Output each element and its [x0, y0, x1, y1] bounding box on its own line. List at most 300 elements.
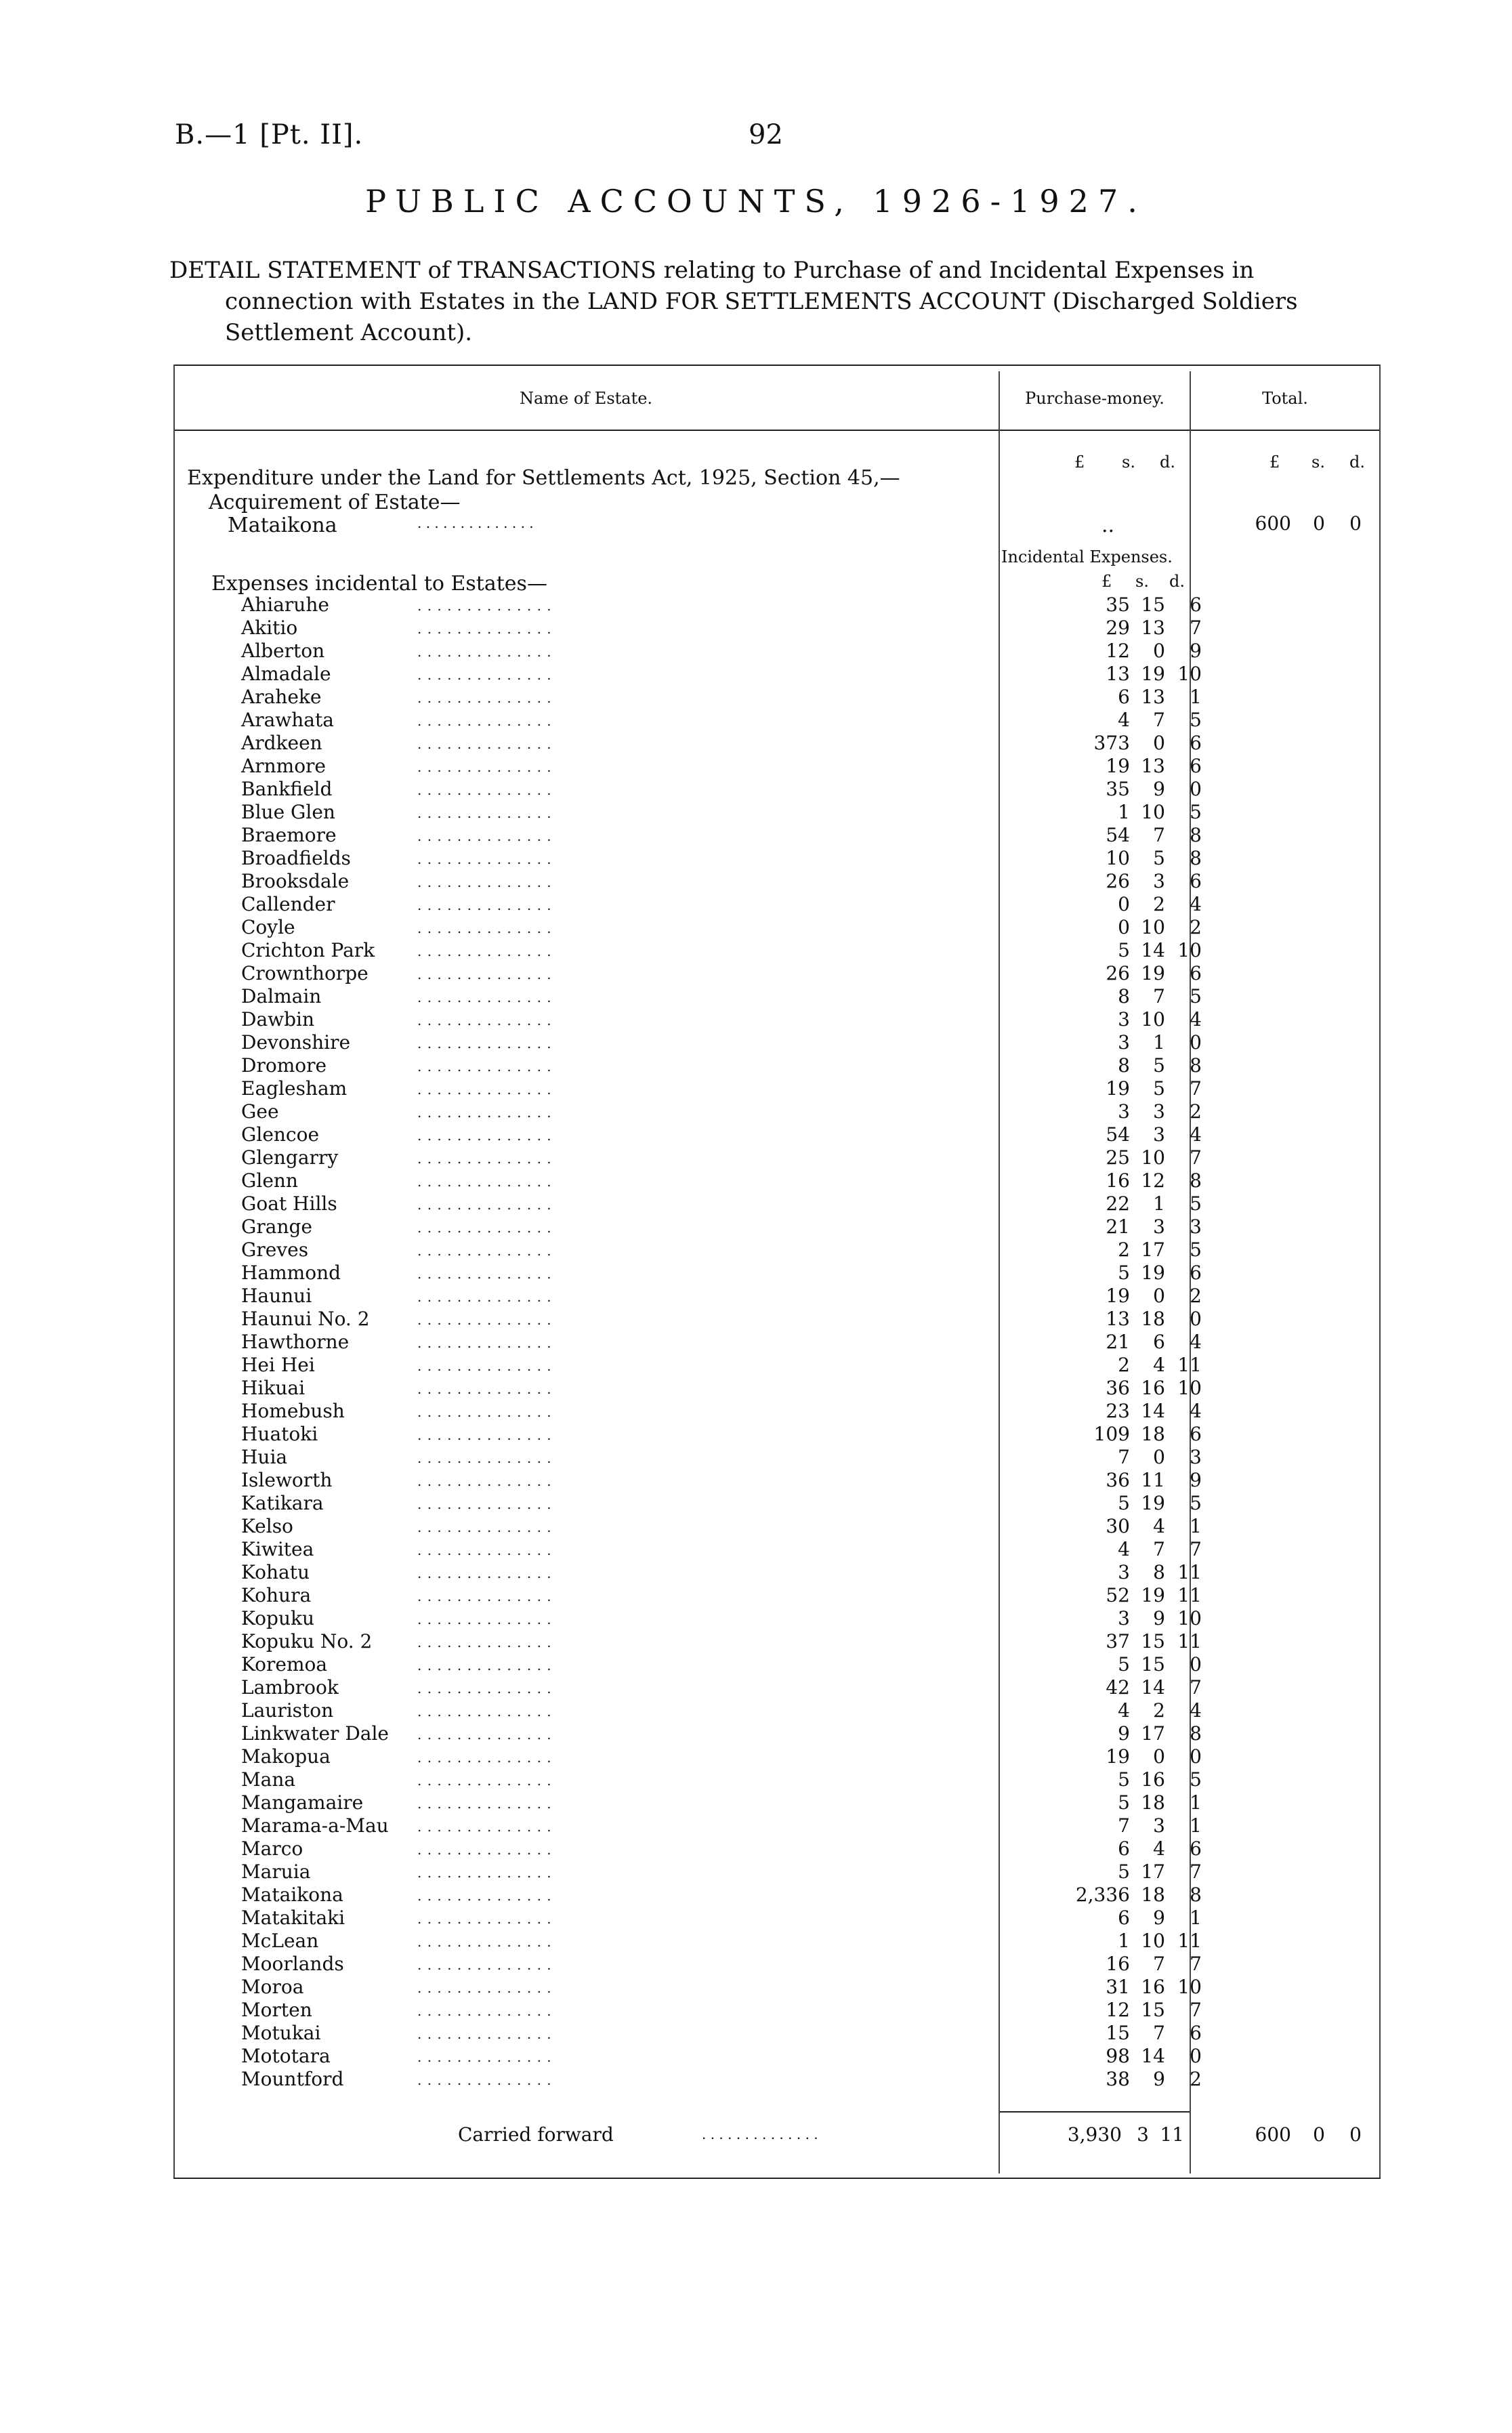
amount-shillings: 5 [1153, 1077, 1165, 1100]
amount-pounds: 36 [1106, 1377, 1130, 1399]
table-row [173, 1377, 1381, 1400]
amount-pence: 0 [1190, 2045, 1202, 2067]
amount-shillings: 0 [1153, 732, 1165, 754]
leader-dots: . . . . . . . . . . . . . . [417, 1058, 552, 1075]
amount-pounds: 38 [1106, 2068, 1130, 2090]
amount-pence: 7 [1190, 1146, 1202, 1169]
carried-forward-purchase-pence: 11 [1160, 2123, 1184, 2146]
amount-pence: 7 [1190, 1676, 1202, 1699]
leader-dots: . . . . . . . . . . . . . . [417, 1749, 552, 1766]
estate-name: Kelso [241, 1515, 293, 1537]
table-row [173, 1100, 1381, 1123]
amount-pence: 1 [1190, 686, 1202, 708]
estate-name: Linkwater Dale [241, 1722, 389, 1745]
leader-dots: . . . . . . . . . . . . . . [417, 1519, 552, 1535]
amount-pounds: 1 [1118, 801, 1130, 823]
leader-dots: . . . . . . . . . . . . . . [417, 1358, 552, 1374]
amount-pounds: 3 [1118, 1607, 1130, 1629]
amount-pence: 0 [1190, 778, 1202, 800]
unit-shilling-purchase: s. [1122, 453, 1135, 472]
amount-pounds: 21 [1106, 1331, 1130, 1353]
estate-name: Lauriston [241, 1699, 334, 1722]
amount-pence: 7 [1190, 1538, 1202, 1560]
amount-pence: 2 [1190, 1285, 1202, 1307]
table-row [173, 709, 1381, 732]
amount-shillings: 18 [1141, 1423, 1165, 1445]
amount-pounds: 4 [1118, 1538, 1130, 1560]
estate-name: Blue Glen [241, 801, 335, 823]
estate-name: McLean [241, 1930, 319, 1952]
leader-dots: . . . . . . . . . . . . . . [417, 1726, 552, 1743]
amount-pounds: 9 [1118, 1722, 1130, 1745]
table-row [173, 870, 1381, 893]
amount-shillings: 16 [1141, 1377, 1165, 1399]
leader-dots: . . . . . . . . . . . . . . [417, 1427, 552, 1443]
estate-name: Mataikona [241, 1884, 343, 1906]
leader-dots: . . . . . . . . . . . . . . [417, 1818, 552, 1835]
amount-shillings: 3 [1153, 870, 1165, 892]
table-row [173, 847, 1381, 870]
amount-pounds: 42 [1106, 1676, 1130, 1699]
estate-name: Mana [241, 1768, 296, 1791]
table-row [173, 1538, 1381, 1561]
leader-dots: . . . . . . . . . . . . . . [417, 943, 552, 959]
amount-pence: 1 [1190, 1814, 1202, 1837]
leader-dots: . . . . . . . . . . . . . . [417, 2049, 552, 2065]
subtitle-line-2: connection with Estates in the LAND FOR SETTLEMENTS ACCOUNT (Discharged Soldiers [225, 288, 1298, 315]
table-row [173, 1077, 1381, 1100]
estate-name: Grange [241, 1215, 312, 1238]
table-row [173, 617, 1381, 640]
amount-pence: 4 [1190, 1008, 1202, 1031]
amount-shillings: 13 [1141, 755, 1165, 777]
amount-pounds: 22 [1106, 1192, 1130, 1215]
table-row [173, 1584, 1381, 1607]
estate-name: Motukai [241, 2022, 321, 2044]
amount-shillings: 18 [1141, 1791, 1165, 1814]
leader-dots: . . . . . . . . . . . . . . [417, 2072, 552, 2088]
unit-pound-purchase: £ [1074, 453, 1085, 472]
table-row [173, 1953, 1381, 1976]
amount-shillings: 18 [1141, 1308, 1165, 1330]
leader-dots: . . . . . . . . . . . . . . [417, 667, 552, 683]
estate-name: Marama-a-Mau [241, 1814, 389, 1837]
leader-dots: . . . . . . . . . . . . . . [417, 1680, 552, 1697]
leader-dots: . . . . . . . . . . . . . . [417, 1772, 552, 1789]
amount-pounds: 15 [1106, 2022, 1130, 2044]
amount-pence: 7 [1190, 1860, 1202, 1883]
leader-dots: . . . . . . . . . . . . . . [417, 1565, 552, 1581]
amount-pence: 11 [1177, 1930, 1202, 1952]
estate-name: Haunui No. 2 [241, 1308, 370, 1330]
amount-pence: 11 [1177, 1354, 1202, 1376]
estate-name: Arnmore [241, 755, 327, 777]
unit-pound-total: £ [1269, 453, 1280, 472]
leader-dots: . . . . . . . . . . . . . . [417, 1588, 552, 1604]
amount-pence: 6 [1190, 2022, 1202, 2044]
amount-pounds: 13 [1106, 663, 1130, 685]
carried-forward-purchase-shillings: 3 [1137, 2123, 1149, 2146]
amount-pounds: 36 [1106, 1469, 1130, 1491]
table-row [173, 939, 1381, 962]
leader-dots: . . . . . . . . . . . . . . [417, 920, 552, 936]
leader-dots: . . . . . . . . . . . . . . [417, 1081, 552, 1098]
table-row [173, 1976, 1381, 1999]
amount-pounds: 8 [1118, 1054, 1130, 1077]
estate-name: Goat Hills [241, 1192, 337, 1215]
estate-name: Ahiaruhe [241, 594, 329, 616]
amount-pence: 9 [1190, 640, 1202, 662]
transactions-table [173, 365, 1381, 2174]
amount-pounds: 37 [1106, 1630, 1130, 1652]
leader-dots: . . . . . . . . . . . . . . [417, 1127, 552, 1144]
unit-pound-incidental: £ [1101, 572, 1112, 591]
leader-dots: . . . . . . . . . . . . . . [417, 713, 552, 729]
estate-name: Mototara [241, 2045, 331, 2067]
amount-shillings: 7 [1153, 709, 1165, 731]
estate-name: Homebush [241, 1400, 345, 1422]
amount-pence: 7 [1190, 1999, 1202, 2021]
amount-pence: 5 [1190, 985, 1202, 1007]
estate-name: Hammond [241, 1262, 341, 1284]
amount-pence: 0 [1190, 1308, 1202, 1330]
amount-shillings: 4 [1153, 1354, 1165, 1376]
amount-shillings: 17 [1141, 1722, 1165, 1745]
table-row [173, 2045, 1381, 2068]
estate-name: Mountford [241, 2068, 344, 2090]
amount-shillings: 19 [1141, 1584, 1165, 1606]
amount-pounds: 52 [1106, 1584, 1130, 1606]
table-row [173, 801, 1381, 824]
table-row [173, 1653, 1381, 1676]
subtitle-line-1: DETAIL STATEMENT of TRANSACTIONS relating to Purchase of and Incidental Expenses in [169, 257, 1255, 284]
amount-pence: 5 [1190, 1239, 1202, 1261]
amount-shillings: 10 [1141, 916, 1165, 938]
amount-pounds: 6 [1118, 1907, 1130, 1929]
page-ref: B.—1 [Pt. II]. [175, 119, 364, 150]
amount-pounds: 0 [1118, 916, 1130, 938]
leader-dots: . . . . . . . . . . . . . . [417, 1911, 552, 1927]
amount-pounds: 23 [1106, 1400, 1130, 1422]
unit-shilling-incidental: s. [1135, 572, 1149, 591]
amount-pence: 6 [1190, 1262, 1202, 1284]
amount-shillings: 6 [1153, 1331, 1165, 1353]
table-row [173, 1469, 1381, 1492]
table-row [173, 1561, 1381, 1584]
amount-pounds: 21 [1106, 1215, 1130, 1238]
table-row [173, 1884, 1381, 1907]
leader-dots: . . . . . . . . . . . . . . [417, 1104, 552, 1121]
amount-pence: 1 [1190, 1907, 1202, 1929]
amount-pence: 5 [1190, 709, 1202, 731]
table-row [173, 1814, 1381, 1837]
estate-name: Almadale [241, 663, 331, 685]
amount-shillings: 18 [1141, 1884, 1165, 1906]
table-row [173, 1308, 1381, 1331]
table-row [173, 1285, 1381, 1308]
amount-shillings: 13 [1141, 686, 1165, 708]
amount-pounds: 12 [1106, 1999, 1130, 2021]
amount-shillings: 3 [1153, 1123, 1165, 1146]
header-bottom-rule [173, 430, 1381, 431]
amount-pence: 6 [1190, 1423, 1202, 1445]
leader-dots: . . . . . . . . . . . . . . [417, 1197, 552, 1213]
amount-shillings: 9 [1153, 1607, 1165, 1629]
leader-dots: . . . . . . . . . . . . . . [417, 1957, 552, 1973]
amount-shillings: 3 [1153, 1100, 1165, 1123]
estate-name: Dromore [241, 1054, 327, 1077]
amount-pounds: 25 [1106, 1146, 1130, 1169]
carried-forward-dots: . . . . . . . . . . . . . . [702, 2126, 818, 2142]
table-bottom-rule [173, 2178, 1381, 2179]
acquirement-total-pence: 0 [1349, 512, 1362, 535]
estate-name: Akitio [241, 617, 298, 639]
leader-dots: . . . . . . . . . . . . . . [417, 897, 552, 913]
leader-dots: . . . . . . . . . . . . . . [417, 1220, 552, 1236]
amount-shillings: 12 [1141, 1169, 1165, 1192]
subtotal-rule [1000, 2111, 1190, 2113]
amount-pence: 11 [1177, 1584, 1202, 1606]
table-row [173, 1262, 1381, 1285]
unit-pence-total: d. [1349, 453, 1365, 472]
amount-pence: 3 [1190, 1215, 1202, 1238]
amount-shillings: 14 [1141, 1676, 1165, 1699]
leader-dots: . . . . . . . . . . . . . . [417, 644, 552, 660]
amount-pence: 6 [1190, 870, 1202, 892]
estate-name: Hei Hei [241, 1354, 315, 1376]
estate-name: Araheke [241, 686, 322, 708]
amount-pence: 8 [1190, 1722, 1202, 1745]
amount-pence: 6 [1190, 962, 1202, 984]
estate-name: Alberton [241, 640, 325, 662]
amount-pounds: 5 [1118, 1860, 1130, 1883]
amount-pounds: 373 [1093, 732, 1130, 754]
table-row [173, 1860, 1381, 1884]
amount-pounds: 10 [1106, 847, 1130, 869]
unit-pence-purchase: d. [1160, 453, 1175, 472]
amount-shillings: 7 [1153, 1953, 1165, 1975]
leader-dots: . . . . . . . . . . . . . . [417, 874, 552, 890]
leader-dots: . . . . . . . . . . . . . . [417, 2026, 552, 2042]
amount-pence: 7 [1190, 1953, 1202, 1975]
amount-pounds: 6 [1118, 686, 1130, 708]
amount-pence: 0 [1190, 1031, 1202, 1054]
amount-pounds: 0 [1118, 893, 1130, 915]
estate-name: Brooksdale [241, 870, 350, 892]
table-row [173, 1123, 1381, 1146]
amount-pounds: 4 [1118, 1699, 1130, 1722]
estate-name: Greves [241, 1239, 309, 1261]
leader-dots: . . . . . . . . . . . . . . [417, 1703, 552, 1720]
amount-pounds: 16 [1106, 1953, 1130, 1975]
leader-dots: . . . . . . . . . . . . . . [417, 1381, 552, 1397]
estate-name: Makopua [241, 1745, 331, 1768]
unit-pence-incidental: d. [1169, 572, 1185, 591]
amount-shillings: 16 [1141, 1976, 1165, 1998]
table-row [173, 1907, 1381, 1930]
amount-pence: 10 [1177, 1607, 1202, 1629]
leader-dots: . . . . . . . . . . . . . . [417, 828, 552, 844]
estate-name: Crownthorpe [241, 962, 369, 984]
table-row [173, 1331, 1381, 1354]
amount-pence: 5 [1190, 1768, 1202, 1791]
leader-dots: . . . . . . . . . . . . . . [417, 1035, 552, 1052]
page-number: 92 [749, 119, 783, 150]
leader-dots: . . . . . . . . . . . . . . [417, 1473, 552, 1489]
estate-name: Moroa [241, 1976, 304, 1998]
amount-pounds: 19 [1106, 1077, 1130, 1100]
amount-pounds: 5 [1118, 1262, 1130, 1284]
table-row [173, 1630, 1381, 1653]
amount-pounds: 8 [1118, 985, 1130, 1007]
leader-dots: . . . . . . . . . . . . . . [417, 736, 552, 752]
col-header-total: Total. [1262, 389, 1308, 408]
acquirement-total-pounds: 600 [1255, 512, 1291, 535]
carried-forward-purchase-pounds: 3,930 [1067, 2123, 1122, 2146]
leader-dots: . . . . . . . . . . . . . . [417, 1335, 552, 1351]
table-row [173, 732, 1381, 755]
estate-name: Braemore [241, 824, 337, 846]
estate-name: Huia [241, 1446, 288, 1468]
amount-pence: 8 [1190, 1054, 1202, 1077]
estate-name: Kopuku No. 2 [241, 1630, 373, 1652]
amount-pence: 4 [1190, 893, 1202, 915]
estate-name: Hawthorne [241, 1331, 350, 1353]
estate-name: Mangamaire [241, 1791, 364, 1814]
amount-pounds: 2 [1118, 1239, 1130, 1261]
estate-name: Haunui [241, 1285, 312, 1307]
amount-pounds: 1 [1118, 1930, 1130, 1952]
leader-dots: . . . . . . . . . . . . . . [417, 1243, 552, 1259]
estate-name: Hikuai [241, 1377, 306, 1399]
table-row [173, 1008, 1381, 1031]
carried-forward-total-shillings: 0 [1313, 2123, 1325, 2146]
table-row [173, 962, 1381, 985]
table-row [173, 824, 1381, 847]
amount-shillings: 1 [1153, 1031, 1165, 1054]
leader-dots: . . . . . . . . . . . . . . [417, 1634, 552, 1650]
amount-pounds: 12 [1106, 640, 1130, 662]
table-row [173, 1354, 1381, 1377]
amount-pence: 1 [1190, 1791, 1202, 1814]
amount-shillings: 10 [1141, 1930, 1165, 1952]
amount-pence: 8 [1190, 847, 1202, 869]
amount-pounds: 109 [1093, 1423, 1130, 1445]
estate-name: Marco [241, 1837, 303, 1860]
amount-pence: 1 [1190, 1515, 1202, 1537]
amount-shillings: 9 [1153, 2068, 1165, 2090]
estate-name: Kohatu [241, 1561, 310, 1583]
amount-pence: 0 [1190, 1653, 1202, 1676]
table-row [173, 1676, 1381, 1699]
estate-name: Callender [241, 893, 335, 915]
estate-name: Katikara [241, 1492, 324, 1514]
amount-shillings: 2 [1153, 893, 1165, 915]
amount-pence: 2 [1190, 916, 1202, 938]
amount-pounds: 2 [1118, 1354, 1130, 1376]
amount-pounds: 54 [1106, 1123, 1130, 1146]
amount-shillings: 4 [1153, 1515, 1165, 1537]
amount-shillings: 0 [1153, 1745, 1165, 1768]
amount-shillings: 7 [1153, 2022, 1165, 2044]
table-row [173, 1607, 1381, 1630]
estate-name: Glengarry [241, 1146, 339, 1169]
amount-pounds: 16 [1106, 1169, 1130, 1192]
amount-pounds: 3 [1118, 1031, 1130, 1054]
table-row [173, 594, 1381, 617]
amount-shillings: 5 [1153, 1054, 1165, 1077]
unit-shilling-total: s. [1311, 453, 1325, 472]
estate-name: Dawbin [241, 1008, 315, 1031]
amount-shillings: 14 [1141, 2045, 1165, 2067]
amount-pence: 7 [1190, 617, 1202, 639]
table-row [173, 1768, 1381, 1791]
table-row [173, 1146, 1381, 1169]
amount-pounds: 5 [1118, 1653, 1130, 1676]
leader-dots: . . . . . . . . . . . . . . [417, 782, 552, 798]
amount-shillings: 19 [1141, 962, 1165, 984]
section-heading: Expenditure under the Land for Settlements Act, 1925, Section 45,— [187, 466, 900, 490]
leader-dots: . . . . . . . . . . . . . . [417, 1012, 552, 1028]
amount-pence: 4 [1190, 1699, 1202, 1722]
amount-shillings: 8 [1153, 1561, 1165, 1583]
amount-pence: 6 [1190, 732, 1202, 754]
estate-name: Ardkeen [241, 732, 322, 754]
table-row [173, 1239, 1381, 1262]
amount-pounds: 29 [1106, 617, 1130, 639]
table-row [173, 1192, 1381, 1215]
table-row [173, 2022, 1381, 2045]
amount-shillings: 0 [1153, 640, 1165, 662]
leader-dots: . . . . . . . . . . . . . . [417, 1496, 552, 1512]
leader-dots: . . . . . . . . . . . . . . [417, 1865, 552, 1881]
amount-shillings: 5 [1153, 847, 1165, 869]
amount-shillings: 15 [1141, 1999, 1165, 2021]
incidental-expenses-col-heading: Incidental Expenses. [1001, 547, 1173, 566]
page-title: PUBLIC ACCOUNTS, 1926-1927. [365, 183, 1147, 220]
estate-name: Matakitaki [241, 1907, 345, 1929]
leader-dots: . . . . . . . . . . . . . . [417, 989, 552, 1005]
amount-shillings: 1 [1153, 1192, 1165, 1215]
amount-pounds: 19 [1106, 1285, 1130, 1307]
table-row [173, 1722, 1381, 1745]
amount-pounds: 54 [1106, 824, 1130, 846]
estate-name: Morten [241, 1999, 312, 2021]
table-row [173, 1031, 1381, 1054]
amount-pounds: 13 [1106, 1308, 1130, 1330]
amount-pence: 4 [1190, 1123, 1202, 1146]
table-row [173, 1169, 1381, 1192]
leader-dots: . . . . . . . . . . . . . . [417, 1404, 552, 1420]
amount-pounds: 19 [1106, 755, 1130, 777]
estate-name: Bankfield [241, 778, 333, 800]
amount-pounds: 3 [1118, 1100, 1130, 1123]
estate-name: Crichton Park [241, 939, 375, 961]
amount-pounds: 4 [1118, 709, 1130, 731]
acquirement-heading: Acquirement of Estate— [209, 491, 461, 514]
amount-pence: 8 [1190, 824, 1202, 846]
leader-dots: . . . . . . . . . . . . . . [417, 1150, 552, 1167]
estate-name: Devonshire [241, 1031, 351, 1054]
carried-forward-label: Carried forward [458, 2123, 614, 2146]
amount-shillings: 0 [1153, 1285, 1165, 1307]
estate-name: Huatoki [241, 1423, 318, 1445]
amount-pounds: 35 [1106, 594, 1130, 616]
table-row [173, 985, 1381, 1008]
table-row [173, 1930, 1381, 1953]
amount-shillings: 14 [1141, 939, 1165, 961]
amount-pence: 6 [1190, 755, 1202, 777]
